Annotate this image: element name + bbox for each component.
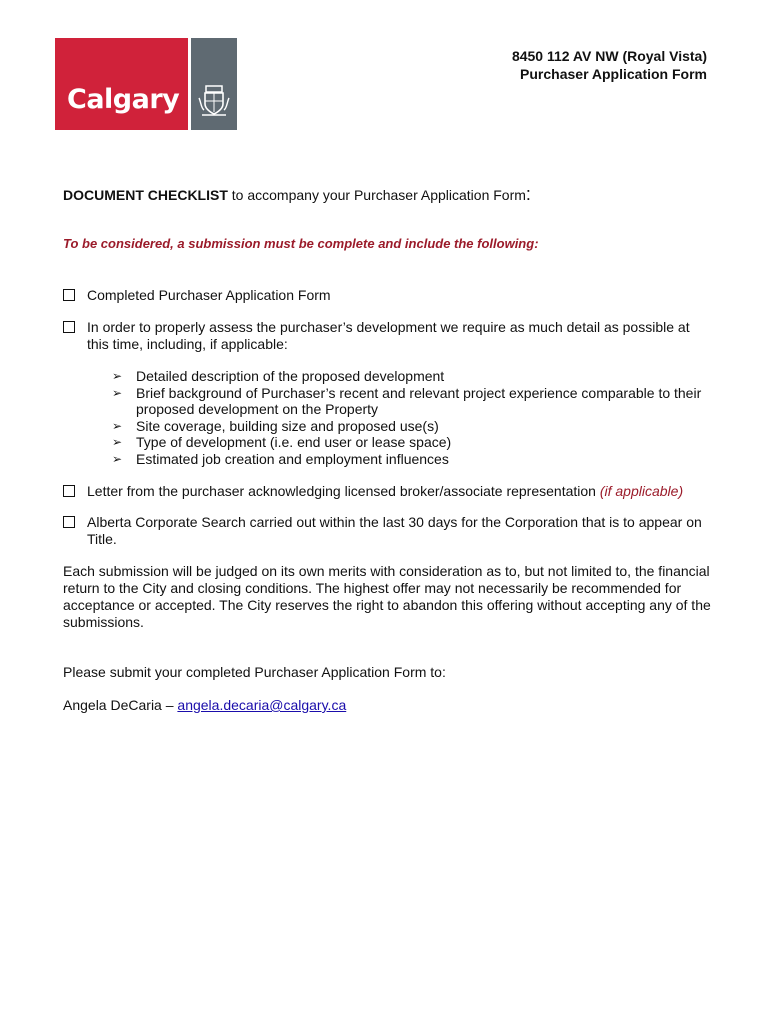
list-item-text: Estimated job creation and employment influences [136,450,449,467]
city-crest-icon [196,82,232,118]
checklist-item [63,319,703,353]
logo-grey-panel [191,38,237,130]
arrow-bullet-icon: ➢ [112,451,123,466]
checklist-item [63,287,703,304]
checkbox[interactable] [63,321,75,333]
list-item [112,451,712,468]
calgary-logo [55,38,237,130]
logo-wordmark: Calgary [67,84,180,115]
logo-red-panel [55,38,188,130]
property-address: 8450 112 AV NW (Royal Vista) [511,48,707,64]
if-applicable-note: (if applicable) [599,483,684,499]
checklist-heading-colon: : [525,184,531,204]
checkbox[interactable] [63,516,75,528]
form-title: Purchaser Application Form [520,66,707,82]
arrow-bullet-icon: ➢ [112,435,123,450]
contact-email-link[interactable]: angela.decaria@calgary.ca [177,697,347,713]
list-item [112,418,712,435]
checklist-heading-bold: DOCUMENT CHECKLIST [63,187,228,203]
contact-line [63,697,711,714]
checklist-item [63,514,703,548]
list-item [112,368,712,385]
checklist-item-label: Alberta Corporate Search carried out within the last 30 days for the Corporation that is to appear on Title. [87,514,702,547]
judgement-paragraph: Each submission will be judged on its own merits with consideration as to, but not limited to, the financial return to the City and closing conditions. The highest offer may not necessarily be recommended for acceptance or accepted. The City reserves the right to abandon this offering without accepting any of the submissions. [63,563,711,630]
arrow-bullet-icon: ➢ [112,385,123,400]
checkbox[interactable] [63,485,75,497]
checklist-item-label: Completed Purchaser Application Form [87,287,331,303]
broker-letter-text: Letter from the purchaser acknowledging licensed broker/associate representation [87,483,600,499]
checklist-item-label [87,483,703,500]
arrow-bullet-icon: ➢ [112,369,123,383]
list-item-text: Type of development (i.e. end user or lease space) [136,434,452,451]
checklist-item-label: In order to properly assess the purchaser’s development we require as much detail as possible at this time, including, if applicable: [87,319,690,352]
checkbox[interactable] [63,289,75,301]
list-item-text: Site coverage, building size and proposed use(s) [136,417,439,434]
contact-name: Angela DeCaria – [63,697,178,713]
arrow-bullet-icon: ➢ [112,418,123,433]
detail-sub-list [112,368,712,468]
checklist-heading [63,184,531,205]
list-item-text: Brief background of Purchaser’s recent and relevant project experience comparable to their proposed development on the Property [136,384,702,418]
checklist-item [63,483,703,500]
document-header [512,47,707,83]
requirement-note: To be considered, a submission must be complete and include the following: [63,236,539,251]
list-item [112,385,712,418]
submit-instruction: Please submit your completed Purchaser Application Form to: [63,664,446,680]
list-item [112,434,712,451]
list-item-text: Detailed description of the proposed development [136,368,445,384]
checklist-heading-rest: to accompany your Purchaser Application Form [227,187,526,203]
